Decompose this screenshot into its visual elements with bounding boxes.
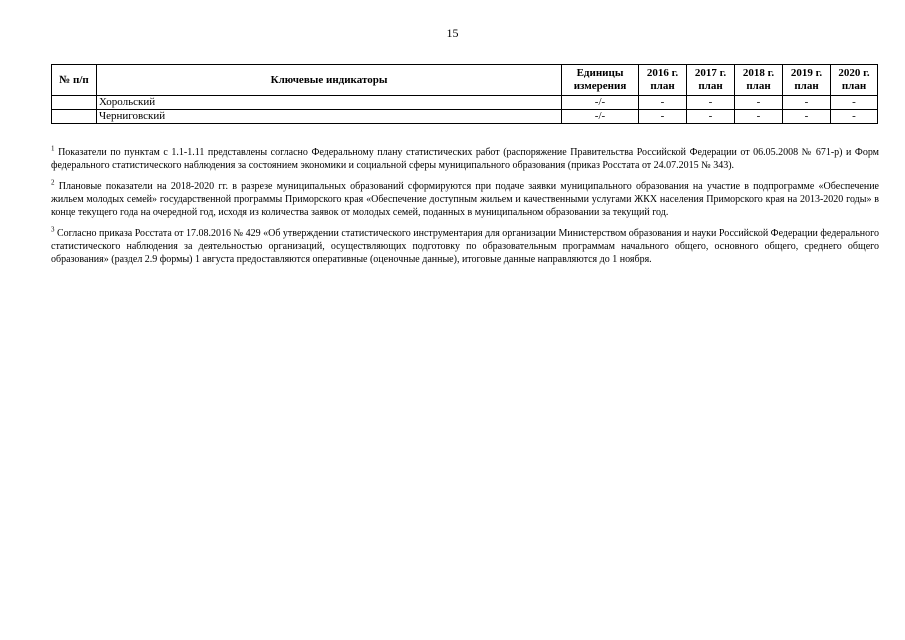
header-plan-label: план <box>841 80 867 92</box>
header-plan-label: план <box>698 80 723 92</box>
header-year-2016 <box>639 65 687 96</box>
footnotes <box>51 146 879 274</box>
footnote-text: Плановые показатели на 2018-2020 гг. в разрезе муниципальных образований сформируются при подаче заявки муниципального образования на участие в подпрограмме «Обеспечение жильем молодых семей» государственной программы Приморского края «Обеспечение доступным жильем и качественными услугами ЖКХ населения Приморского края на 2013-2020 годы» в конце текущего года на очередной год, исходя из количества заявок от молодых семей, поданных в муниципальном образовании за текущий год. <box>51 181 879 218</box>
table-row <box>52 96 878 110</box>
table-row <box>52 110 878 124</box>
header-num: № п/п <box>52 65 97 96</box>
indicators-table <box>51 64 878 124</box>
row-value-2016: - <box>639 110 687 124</box>
header-units-line1: Единицы <box>576 67 624 79</box>
row-num <box>52 96 97 110</box>
row-value-2020: - <box>831 110 878 124</box>
footnote-mark: 1 <box>51 144 55 153</box>
row-name: Черниговский <box>97 110 562 124</box>
header-year-label: 2017 г. <box>694 67 727 79</box>
footnote-3 <box>51 227 879 266</box>
row-value-2019: - <box>783 110 831 124</box>
header-units-line2: измерения <box>573 80 627 92</box>
footnote-text: Показатели по пунктам с 1.1-1.11 представлены согласно Федеральному плану статистических работ (распоряжение Правительства Российской Федерации от 06.05.2008 № 671-р) и Форм федерального статистического наблюдения за состоянием экономики и социальной сферы муниципального образования (приказ Росстата от 24.07.2015 № 343). <box>51 147 880 171</box>
header-year-label: 2019 г. <box>790 67 823 79</box>
header-year-2019 <box>783 65 831 96</box>
header-year-2017 <box>687 65 735 96</box>
header-plan-label: план <box>746 80 771 92</box>
table-header-row <box>52 65 878 96</box>
header-year-label: 2018 г. <box>742 67 775 79</box>
footnote-mark: 2 <box>51 178 55 187</box>
row-value-2016: - <box>639 96 687 110</box>
row-value-2020: - <box>831 96 878 110</box>
header-year-2020 <box>831 65 878 96</box>
row-value-2017: - <box>687 96 735 110</box>
header-plan-label: план <box>794 80 819 92</box>
page-number: 15 <box>446 26 459 40</box>
row-name: Хорольский <box>97 96 562 110</box>
row-unit: -/- <box>562 110 639 124</box>
header-plan-label: план <box>650 80 675 92</box>
footnote-2 <box>51 180 879 219</box>
row-num <box>52 110 97 124</box>
footnote-text: Согласно приказа Росстата от 17.08.2016 № 429 «Об утверждении статистического инструментария для организации Министерством образования и науки Российской Федерации федерального статистического наблюдения за деятельностью организаций, осуществляющих подготовку по образовательным программам начального общего, основного общего, среднего общего образования» (раздел 2.9 формы) 1 августа предоставляются оперативные (оценочные данные), итоговые данные направляются до 1 ноября. <box>51 228 880 265</box>
header-year-label: 2020 г. <box>838 67 870 79</box>
footnote-mark: 3 <box>51 225 55 234</box>
row-value-2017: - <box>687 110 735 124</box>
footnote-1 <box>51 146 879 172</box>
header-indicator: Ключевые индикаторы <box>97 65 562 96</box>
row-value-2019: - <box>783 96 831 110</box>
header-year-2018 <box>735 65 783 96</box>
row-unit: -/- <box>562 96 639 110</box>
header-year-label: 2016 г. <box>646 67 679 79</box>
header-units <box>562 65 639 96</box>
row-value-2018: - <box>735 110 783 124</box>
row-value-2018: - <box>735 96 783 110</box>
